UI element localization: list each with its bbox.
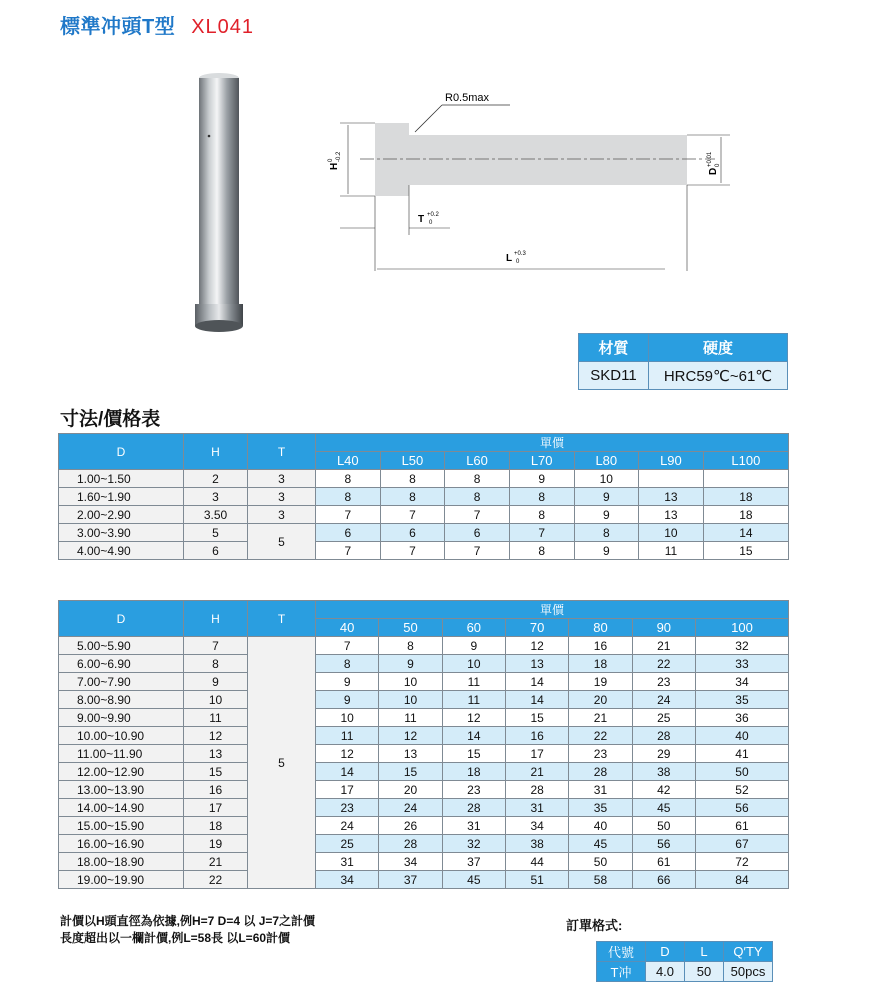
price-cell: 6 <box>316 524 381 542</box>
price-cell: 8 <box>316 488 381 506</box>
length-header: 60 <box>442 619 505 637</box>
price-cell: 14 <box>703 524 788 542</box>
price-cell: 56 <box>695 799 788 817</box>
price-cell: 25 <box>632 709 695 727</box>
d-cell: 2.00~2.90 <box>59 506 184 524</box>
l-tol-bottom: 0 <box>516 259 520 265</box>
price-cell: 8 <box>445 470 510 488</box>
price-cell: 24 <box>379 799 442 817</box>
h-cell: 11 <box>184 709 248 727</box>
price-cell: 12 <box>442 709 505 727</box>
length-header: L50 <box>380 452 445 470</box>
price-cell: 7 <box>380 506 445 524</box>
material-value: SKD11 <box>579 362 649 390</box>
h-cell: 8 <box>184 655 248 673</box>
price-cell: 8 <box>380 470 445 488</box>
price-cell: 34 <box>379 853 442 871</box>
col-d: D <box>59 434 184 470</box>
price-cell: 22 <box>569 727 632 745</box>
t-cell: 3 <box>248 470 316 488</box>
price-cell: 41 <box>695 745 788 763</box>
order-value: T冲 <box>597 962 646 982</box>
table-row <box>59 799 789 817</box>
t-cell: 3 <box>248 506 316 524</box>
hardness-header: 硬度 <box>649 334 788 362</box>
price-cell: 9 <box>316 673 379 691</box>
order-header: L <box>685 942 724 962</box>
price-cell: 16 <box>505 727 568 745</box>
d-cell: 11.00~11.90 <box>59 745 184 763</box>
d-cell: 10.00~10.90 <box>59 727 184 745</box>
t-tol-bottom: 0 <box>429 220 433 226</box>
h-cell: 13 <box>184 745 248 763</box>
h-tol-top: 0 <box>328 158 334 162</box>
price-cell: 8 <box>316 470 381 488</box>
price-cell: 21 <box>569 709 632 727</box>
page-title <box>60 10 254 39</box>
title-text: 標準冲頭T型 <box>60 16 176 38</box>
price-cell: 7 <box>316 542 381 560</box>
table-row <box>59 763 789 781</box>
h-cell: 21 <box>184 853 248 871</box>
price-cell: 66 <box>632 871 695 889</box>
length-header: L100 <box>703 452 788 470</box>
price-cell: 12 <box>316 745 379 763</box>
price-table-2 <box>58 600 789 889</box>
price-cell: 8 <box>509 488 574 506</box>
section-title: 寸法/價格表 <box>60 409 161 430</box>
price-cell: 17 <box>505 745 568 763</box>
price-cell: 28 <box>569 763 632 781</box>
t-label: T <box>418 214 425 225</box>
price-cell: 28 <box>632 727 695 745</box>
col-t: T <box>248 601 316 637</box>
price-table-1 <box>58 433 789 560</box>
price-cell: 34 <box>505 817 568 835</box>
length-header: 100 <box>695 619 788 637</box>
table-row <box>59 781 789 799</box>
price-cell: 9 <box>574 488 639 506</box>
price-cell: 10 <box>379 691 442 709</box>
price-cell: 18 <box>703 506 788 524</box>
d-cell: 7.00~7.90 <box>59 673 184 691</box>
table-row <box>59 727 789 745</box>
l-tol-top: +0.3 <box>514 251 526 257</box>
price-cell: 15 <box>703 542 788 560</box>
price-cell: 10 <box>316 709 379 727</box>
t-tol-top: +0.2 <box>427 212 439 218</box>
price-cell: 45 <box>442 871 505 889</box>
price-cell: 11 <box>442 673 505 691</box>
price-cell: 17 <box>316 781 379 799</box>
price-cell: 42 <box>632 781 695 799</box>
price-cell: 10 <box>574 470 639 488</box>
price-cell: 23 <box>316 799 379 817</box>
price-cell: 7 <box>445 542 510 560</box>
price-cell: 28 <box>379 835 442 853</box>
h-cell: 18 <box>184 817 248 835</box>
price-cell: 14 <box>442 727 505 745</box>
punch-photo <box>185 66 255 336</box>
price-cell: 44 <box>505 853 568 871</box>
d-cell: 4.00~4.90 <box>59 542 184 560</box>
price-cell: 9 <box>379 655 442 673</box>
price-cell: 10 <box>442 655 505 673</box>
price-cell: 31 <box>316 853 379 871</box>
price-cell: 8 <box>380 488 445 506</box>
d-cell: 14.00~14.90 <box>59 799 184 817</box>
table-row <box>59 691 789 709</box>
d-cell: 6.00~6.90 <box>59 655 184 673</box>
price-cell: 34 <box>316 871 379 889</box>
t-cell: 5 <box>248 524 316 560</box>
price-cell: 84 <box>695 871 788 889</box>
d-cell: 12.00~12.90 <box>59 763 184 781</box>
hardness-value: HRC59℃~61℃ <box>649 362 788 390</box>
price-cell <box>639 470 704 488</box>
price-cell: 19 <box>569 673 632 691</box>
price-cell: 8 <box>379 637 442 655</box>
col-h: H <box>184 601 248 637</box>
price-cell: 16 <box>569 637 632 655</box>
price-cell: 9 <box>574 542 639 560</box>
h-cell: 6 <box>184 542 248 560</box>
price-cell: 67 <box>695 835 788 853</box>
price-cell: 37 <box>442 853 505 871</box>
table-row <box>59 745 789 763</box>
price-cell: 26 <box>379 817 442 835</box>
length-header: 90 <box>632 619 695 637</box>
length-header: 40 <box>316 619 379 637</box>
price-cell: 51 <box>505 871 568 889</box>
price-cell: 38 <box>505 835 568 853</box>
length-header: 50 <box>379 619 442 637</box>
price-cell: 45 <box>632 799 695 817</box>
table-row <box>59 470 789 488</box>
d-cell: 3.00~3.90 <box>59 524 184 542</box>
price-cell: 25 <box>316 835 379 853</box>
price-cell: 18 <box>442 763 505 781</box>
price-cell: 7 <box>445 506 510 524</box>
price-cell: 12 <box>505 637 568 655</box>
price-cell: 8 <box>316 655 379 673</box>
col-d: D <box>59 601 184 637</box>
price-cell: 9 <box>442 637 505 655</box>
price-cell: 32 <box>442 835 505 853</box>
radius-label: R0.5max <box>445 92 490 104</box>
price-cell: 14 <box>316 763 379 781</box>
price-cell: 11 <box>639 542 704 560</box>
h-cell: 12 <box>184 727 248 745</box>
price-cell: 12 <box>379 727 442 745</box>
price-cell: 23 <box>632 673 695 691</box>
h-cell: 16 <box>184 781 248 799</box>
price-cell: 9 <box>509 470 574 488</box>
price-cell: 11 <box>442 691 505 709</box>
price-cell: 45 <box>569 835 632 853</box>
price-cell: 11 <box>379 709 442 727</box>
price-cell: 50 <box>695 763 788 781</box>
price-cell: 31 <box>569 781 632 799</box>
price-cell: 23 <box>569 745 632 763</box>
d-cell: 15.00~15.90 <box>59 817 184 835</box>
price-cell: 9 <box>574 506 639 524</box>
price-cell: 20 <box>569 691 632 709</box>
price-cell: 11 <box>316 727 379 745</box>
order-value: 4.0 <box>646 962 685 982</box>
price-cell: 56 <box>632 835 695 853</box>
price-cell: 61 <box>632 853 695 871</box>
length-header: 80 <box>569 619 632 637</box>
length-header: L90 <box>639 452 704 470</box>
d-cell: 9.00~9.90 <box>59 709 184 727</box>
price-cell: 58 <box>569 871 632 889</box>
h-cell: 3.50 <box>184 506 248 524</box>
price-cell: 21 <box>505 763 568 781</box>
d-cell: 1.00~1.50 <box>59 470 184 488</box>
table-row <box>59 871 789 889</box>
h-cell: 22 <box>184 871 248 889</box>
table-row <box>59 655 789 673</box>
price-cell: 50 <box>632 817 695 835</box>
h-tol-bottom: -0.2 <box>336 151 342 162</box>
d-cell: 18.00~18.90 <box>59 853 184 871</box>
price-cell: 14 <box>505 691 568 709</box>
price-cell: 9 <box>316 691 379 709</box>
d-tol-top: +0.01 <box>707 151 713 167</box>
price-cell: 50 <box>569 853 632 871</box>
order-header: D <box>646 942 685 962</box>
price-cell: 7 <box>380 542 445 560</box>
price-header: 單價 <box>316 601 789 619</box>
table-row <box>59 853 789 871</box>
d-cell: 1.60~1.90 <box>59 488 184 506</box>
h-cell: 5 <box>184 524 248 542</box>
price-cell <box>703 470 788 488</box>
price-cell: 22 <box>632 655 695 673</box>
price-cell: 18 <box>569 655 632 673</box>
col-t: T <box>248 434 316 470</box>
price-cell: 32 <box>695 637 788 655</box>
note-line: 計價以H頭直徑為依據,例H=7 D=4 以 J=7之計價 <box>60 914 316 928</box>
order-format-label: 訂單格式: <box>566 918 623 933</box>
length-header: L60 <box>445 452 510 470</box>
price-cell: 61 <box>695 817 788 835</box>
t-cell: 5 <box>248 637 316 889</box>
table-row <box>59 488 789 506</box>
price-cell: 10 <box>379 673 442 691</box>
price-cell: 40 <box>569 817 632 835</box>
price-cell: 20 <box>379 781 442 799</box>
pricing-notes <box>60 913 315 947</box>
price-cell: 15 <box>442 745 505 763</box>
h-cell: 2 <box>184 470 248 488</box>
price-cell: 14 <box>505 673 568 691</box>
price-cell: 13 <box>379 745 442 763</box>
price-cell: 36 <box>695 709 788 727</box>
d-label: D <box>708 167 719 175</box>
price-cell: 35 <box>569 799 632 817</box>
h-cell: 9 <box>184 673 248 691</box>
material-table <box>578 333 788 390</box>
price-cell: 35 <box>695 691 788 709</box>
h-cell: 10 <box>184 691 248 709</box>
price-cell: 13 <box>505 655 568 673</box>
product-code: XL041 <box>191 16 255 38</box>
punch-drawing <box>320 85 740 285</box>
price-cell: 8 <box>445 488 510 506</box>
h-cell: 15 <box>184 763 248 781</box>
d-tol-bottom: 0 <box>715 163 721 167</box>
table-row <box>59 709 789 727</box>
h-label: H <box>329 162 340 170</box>
length-header: L40 <box>316 452 381 470</box>
price-cell: 38 <box>632 763 695 781</box>
price-cell: 15 <box>379 763 442 781</box>
price-header: 單價 <box>316 434 789 452</box>
price-cell: 7 <box>316 506 381 524</box>
price-cell: 34 <box>695 673 788 691</box>
h-cell: 7 <box>184 637 248 655</box>
order-format-table <box>596 941 773 982</box>
note-line: 長度超出以一欄計價,例L=58長 以L=60計價 <box>60 931 291 945</box>
price-cell: 7 <box>316 637 379 655</box>
price-cell: 6 <box>380 524 445 542</box>
l-label: L <box>506 253 513 264</box>
order-value: 50pcs <box>724 962 773 982</box>
order-value: 50 <box>685 962 724 982</box>
price-cell: 15 <box>505 709 568 727</box>
table-row <box>59 506 789 524</box>
price-cell: 31 <box>442 817 505 835</box>
price-cell: 31 <box>505 799 568 817</box>
price-cell: 33 <box>695 655 788 673</box>
table-row <box>59 524 789 542</box>
price-cell: 8 <box>509 542 574 560</box>
price-cell: 24 <box>316 817 379 835</box>
material-header: 材質 <box>579 334 649 362</box>
price-cell: 8 <box>509 506 574 524</box>
price-cell: 29 <box>632 745 695 763</box>
price-cell: 23 <box>442 781 505 799</box>
d-cell: 16.00~16.90 <box>59 835 184 853</box>
price-cell: 24 <box>632 691 695 709</box>
length-header: 70 <box>505 619 568 637</box>
h-cell: 19 <box>184 835 248 853</box>
order-header: 代號 <box>597 942 646 962</box>
table-row <box>59 542 789 560</box>
price-cell: 72 <box>695 853 788 871</box>
price-cell: 8 <box>574 524 639 542</box>
price-cell: 7 <box>509 524 574 542</box>
d-cell: 19.00~19.90 <box>59 871 184 889</box>
length-header: L80 <box>574 452 639 470</box>
table-row <box>59 817 789 835</box>
length-header: L70 <box>509 452 574 470</box>
h-cell: 17 <box>184 799 248 817</box>
col-h: H <box>184 434 248 470</box>
d-cell: 13.00~13.90 <box>59 781 184 799</box>
table-row <box>59 637 789 655</box>
price-cell: 13 <box>639 488 704 506</box>
price-cell: 18 <box>703 488 788 506</box>
order-header: Q′TY <box>724 942 773 962</box>
price-cell: 21 <box>632 637 695 655</box>
h-cell: 3 <box>184 488 248 506</box>
table-row <box>59 835 789 853</box>
table-row <box>59 673 789 691</box>
price-cell: 28 <box>442 799 505 817</box>
price-cell: 10 <box>639 524 704 542</box>
t-cell: 3 <box>248 488 316 506</box>
price-cell: 52 <box>695 781 788 799</box>
price-cell: 37 <box>379 871 442 889</box>
price-cell: 13 <box>639 506 704 524</box>
price-cell: 6 <box>445 524 510 542</box>
d-cell: 8.00~8.90 <box>59 691 184 709</box>
price-cell: 28 <box>505 781 568 799</box>
d-cell: 5.00~5.90 <box>59 637 184 655</box>
price-cell: 40 <box>695 727 788 745</box>
